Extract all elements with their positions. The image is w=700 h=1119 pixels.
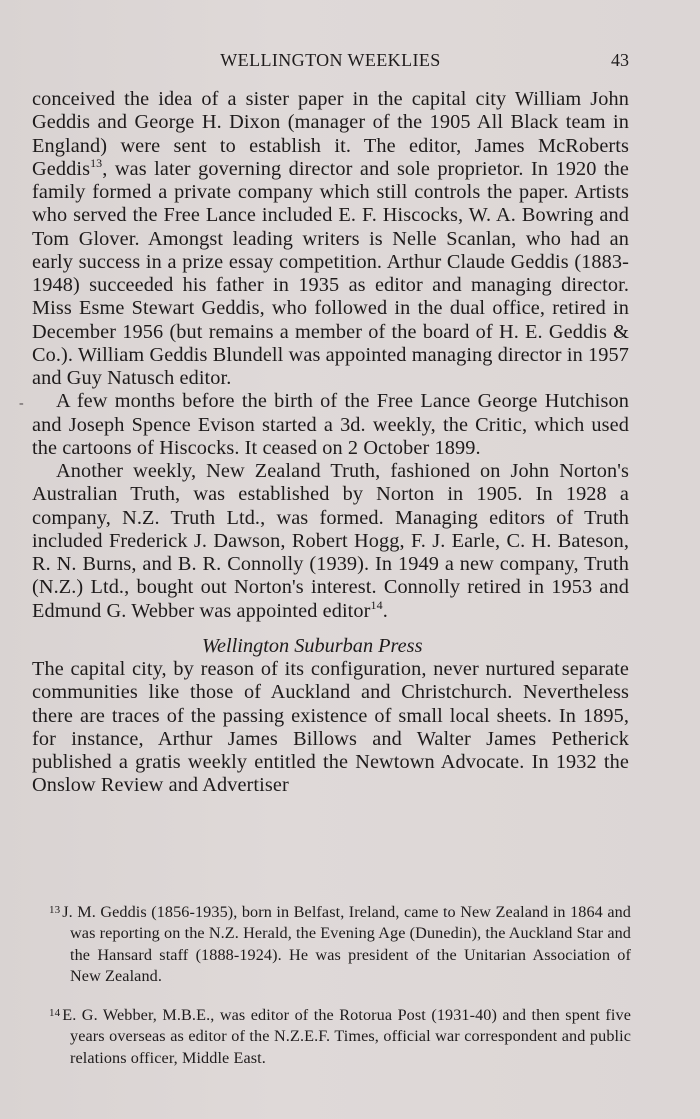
section-heading: Wellington Suburban Press [202, 634, 423, 657]
paragraph-3-text: Another weekly, New Zealand Truth, fashioned on John Norton's Australian Truth, was established by Norton in 1905. In 1928 a company, N.Z. Truth Ltd., was formed. Managing editors of Truth included Frederick J. Dawson, Robert Hogg, F. J. Earle, C. H. Bateson, R. N. Burns, and B. R. Connolly (1939). In 1949 a new company, Truth (N.Z.) Ltd., bought out Norton's interest. Connolly retired in 1953 and Edmund G. Webber was appointed editor [32, 460, 629, 622]
footnote-13 [49, 900, 631, 987]
footnotes [49, 900, 631, 1085]
footnote-14 [49, 1003, 631, 1069]
footnote-ref-14[interactable]: 14 [370, 597, 383, 612]
footnote-text: E. G. Webber, M.B.E., was editor of the Rotorua Post (1931-40) and then spent five years overseas as editor of the N.Z.E.F. Times, official war correspondent and public relations officer, Middle East. [62, 1006, 631, 1067]
paragraph-2: A few months before the birth of the Free Lance George Hutchison and Joseph Spence Evison started a 3d. weekly, the Critic, which used the cartoons of Hiscocks. It ceased on 2 October 1899. [32, 390, 629, 459]
footnote-mark: 13 [49, 904, 61, 916]
page-number: 43 [611, 50, 629, 70]
running-head [32, 48, 629, 72]
paragraph-3-end: . [382, 599, 388, 622]
paragraph-4: The capital city, by reason of its configuration, never nurtured separate communities like those of Auckland and Christchurch. Nevertheless there are traces of the passing existence of small local sheets. In 1895, for instance, Arthur James Billows and Walter James Petherick published a gratis weekly entitled the Newtown Advocate. In 1932 the Onslow Review and Advertiser [32, 658, 629, 797]
footnote-ref-13[interactable]: 13 [90, 155, 103, 170]
paragraph-1-text-continued: , was later governing director and sole proprietor. In 1920 the family formed a private company which still controls the paper. Artists who served the Free Lance included E. F. Hiscocks, W. A. Bowring and Tom Glover. Amongst leading writers is Nelle Scanlan, who had an early success in a prize essay competition. Arthur Claude Geddis (1883-1948) succeeded his father in 1935 as editor and managing director. Miss Esme Stewart Geddis, who followed in the dual office, retired in December 1956 (but remains a member of the board of H. E. Geddis & Co.). William Geddis Blundell was appointed managing director in 1957 and Guy Natusch editor. [32, 157, 629, 389]
margin-mark: - [19, 396, 24, 411]
footnote-text: J. M. Geddis (1856-1935), born in Belfast, Ireland, came to New Zealand in 1864 and was reporting on the N.Z. Herald, the Evening Age (Dunedin), the Auckland Star and the Hansard staff (1888-1924). He was president of the Unitarian Association of New Zealand. [62, 903, 631, 985]
footnote-divider [122, 885, 442, 886]
body-text [32, 88, 629, 798]
paragraph-1 [32, 88, 629, 390]
paragraph-3 [32, 460, 629, 623]
footnote-mark: 14 [49, 1007, 61, 1020]
paragraph-1-text: conceived the idea of a sister paper in the capital city William John Geddis and George H. Dixon (manager of the 1905 All Black team in England) were sent to establish it. The editor, James McRoberts Geddis [32, 88, 629, 180]
running-title: WELLINGTON WEEKLIES [220, 50, 441, 70]
